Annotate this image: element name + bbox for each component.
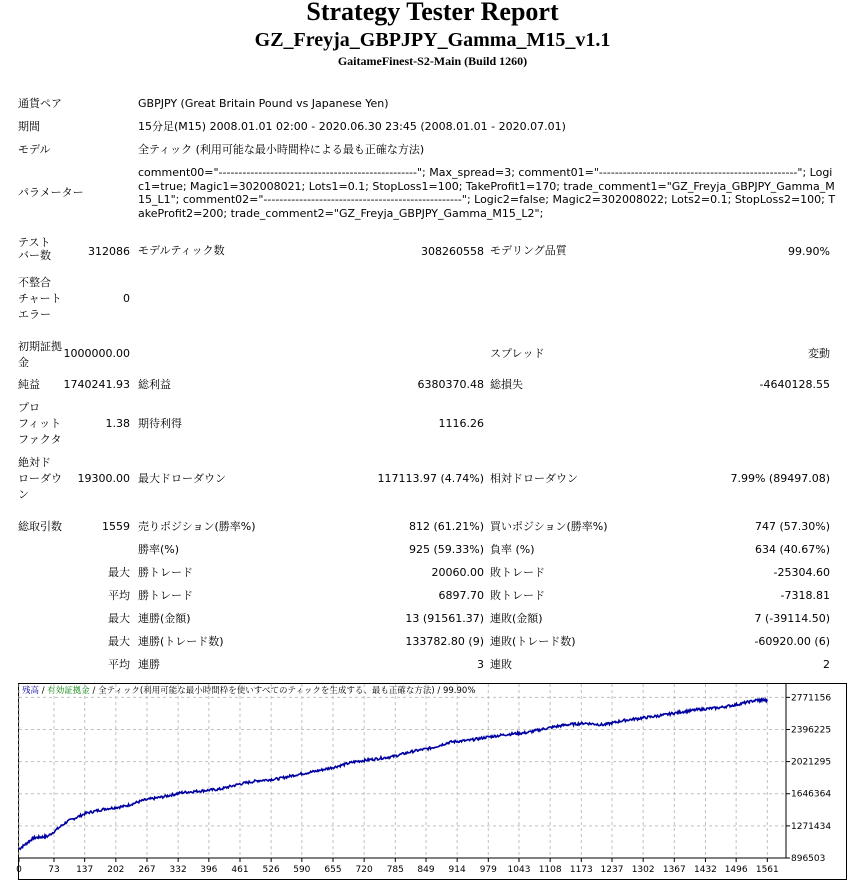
x-tick-label: 267 [138, 865, 156, 875]
profit-factor-value: 1.38 [105, 417, 130, 430]
bars-label: テスト バー数 [18, 236, 51, 262]
model-value: 全ティック (利用可能な最小時間枠による最も正確な方法) [138, 143, 425, 156]
gross-profit-label: 総利益 [138, 378, 171, 391]
avg-loss-value: -7318.81 [780, 589, 830, 602]
x-tick-label: 590 [293, 865, 311, 875]
ticks-value: 308260558 [421, 245, 484, 258]
max-cons-profit-value: 133782.80 (9) [405, 635, 484, 648]
avg-cons-wins-value: 3 [477, 658, 484, 671]
legend-balance: 残高 [22, 686, 40, 696]
x-tick-label: 1108 [538, 865, 562, 875]
x-tick-label: 202 [107, 865, 125, 875]
legend-model: 全ティック(利用可能な最小時間枠を使いすべてのティックを生成する、最も正確な方法) [98, 686, 435, 696]
profit-factor-label: プロ フィット ファクタ [18, 401, 62, 446]
max-cons-loss-amt-value: -60920.00 (6) [754, 635, 830, 648]
total-trades-label: 総取引数 [18, 520, 62, 533]
quality-value: 99.90% [788, 245, 830, 258]
legend-separator: / [39, 686, 48, 696]
short-positions-label: 売りポジション(勝率%) [138, 520, 256, 533]
avg-prefix-1: 平均 [108, 589, 130, 602]
x-tick-label: 73 [48, 865, 60, 875]
y-tick-label: 2021295 [791, 757, 832, 768]
max-drawdown-value: 117113.97 (4.74%) [377, 472, 484, 485]
y-tick-label: 2771156 [791, 693, 832, 704]
avg-win-label: 勝トレード [138, 589, 193, 602]
x-tick-label: 1043 [507, 865, 531, 875]
y-tick-label: 2396225 [791, 725, 832, 736]
net-value: 1740241.93 [63, 378, 130, 391]
abs-drawdown-value: 19300.00 [77, 472, 130, 485]
x-tick-label: 1561 [755, 865, 779, 875]
mismatch-value: 0 [123, 292, 130, 305]
server-name: GaitameFinest-S2-Main (Build 1260) [337, 54, 528, 68]
x-tick-label: 0 [16, 865, 22, 875]
ticks-label: モデルティック数 [138, 244, 225, 257]
gross-loss-label: 総損失 [490, 378, 523, 391]
max-prefix-3: 最大 [108, 635, 130, 648]
mismatch-label: 不整合 チャート エラー [18, 276, 62, 321]
deposit-value: 1000000.00 [63, 347, 130, 360]
y-tick-label: 1646364 [791, 789, 832, 800]
long-positions-label: 買いポジション(勝率%) [490, 520, 608, 533]
max-cons-losses-label: 連敗(金額) [490, 612, 543, 625]
largest-loss-label: 敗トレード [490, 566, 545, 579]
x-tick-label: 785 [386, 865, 404, 875]
abs-drawdown-label: 絶対ド ローダウ ン [18, 456, 62, 501]
legend-separator: / [434, 686, 443, 696]
max-drawdown-label: 最大ドローダウン [138, 472, 226, 485]
win-rate-value: 925 (59.33%) [408, 543, 484, 556]
expected-payoff-label: 期待利得 [138, 417, 182, 430]
short-positions-value: 812 (61.21%) [408, 520, 484, 533]
y-tick-label: 896503 [791, 854, 826, 864]
avg-prefix-2: 平均 [108, 658, 130, 671]
legend-quality: 99.90% [442, 686, 476, 696]
total-trades-value: 1559 [102, 520, 130, 533]
spread-value: 変動 [808, 347, 830, 360]
x-tick-label: 332 [169, 865, 187, 875]
loss-rate-label: 負率 (%) [490, 543, 535, 556]
x-tick-label: 655 [324, 865, 342, 875]
x-tick-label: 1367 [662, 865, 686, 875]
largest-loss-value: -25304.60 [773, 566, 830, 579]
avg-cons-losses-value: 2 [823, 658, 830, 671]
symbol-label: 通貨ペア [18, 97, 62, 110]
avg-cons-losses-label: 連敗 [490, 658, 512, 671]
y-tick-label: 1271434 [791, 821, 832, 832]
largest-win-value: 20060.00 [431, 566, 484, 579]
expected-payoff-value: 1116.26 [438, 417, 484, 430]
x-tick-label: 526 [262, 865, 280, 875]
x-tick-label: 914 [448, 865, 466, 875]
max-cons-profit-label: 連勝(トレード数) [138, 635, 224, 648]
chart-frame [19, 684, 847, 880]
balance-chart-svg [18, 683, 847, 880]
bars-value: 312086 [88, 245, 130, 258]
x-tick-label: 979 [479, 865, 497, 875]
spread-label: スプレッド [490, 347, 545, 360]
avg-win-value: 6897.70 [438, 589, 484, 602]
model-label: モデル [18, 143, 51, 156]
x-tick-label: 461 [231, 865, 249, 875]
period-label: 期間 [18, 120, 40, 133]
params-value: comment00="--------------------------------------------------"; Max_spread=3; comment01="--------------------------------------------------"; Logic1=true; Magic1=302008021; Lots1=0.1; StopLoss1=100; TakeProfit1=170; trade_comment1="GZ_Freyja_GBPJPY_Gamma_M15_L1"; comment02="--------------------------------------------------"; Logic2=false; Magic2=302008022; Lots2=0.1; StopLoss2=100; TakeProfit2=200; trade_comment2="GZ_Freyja_GBPJPY_Gamma_M15_L2"; [138, 166, 836, 220]
gross-profit-value: 6380370.48 [417, 378, 484, 391]
deposit-label: 初期証拠 金 [18, 340, 62, 369]
long-positions-value: 747 (57.30%) [754, 520, 830, 533]
chart-legend [22, 685, 475, 696]
report-title: Strategy Tester Report [306, 0, 559, 26]
avg-cons-wins-label: 連勝 [138, 658, 160, 671]
x-tick-label: 1432 [694, 865, 717, 875]
win-rate-label: 勝率(%) [138, 543, 180, 556]
max-prefix-2: 最大 [108, 612, 130, 625]
legend-separator: / [89, 686, 99, 696]
max-prefix-1: 最大 [108, 566, 130, 579]
x-tick-label: 720 [355, 865, 373, 875]
x-tick-label: 396 [200, 865, 218, 875]
x-tick-label: 849 [417, 865, 435, 875]
max-cons-loss-amt-label: 連敗(トレード数) [490, 635, 576, 648]
loss-rate-value: 634 (40.67%) [754, 543, 830, 556]
x-tick-label: 137 [76, 865, 94, 875]
x-tick-label: 1302 [631, 865, 655, 875]
max-cons-wins-value: 13 (91561.37) [405, 612, 484, 625]
x-tick-label: 1173 [569, 865, 593, 875]
max-cons-losses-value: 7 (-39114.50) [754, 612, 830, 625]
params-label: パラメーター [18, 186, 84, 199]
expert-name: GZ_Freyja_GBPJPY_Gamma_M15_v1.1 [254, 29, 611, 51]
rel-drawdown-value: 7.99% (89497.08) [730, 472, 830, 485]
balance-chart [18, 683, 847, 880]
largest-win-label: 勝トレード [138, 566, 193, 579]
symbol-value: GBPJPY (Great Britain Pound vs Japanese Yen) [138, 97, 389, 110]
net-label: 純益 [18, 378, 40, 391]
quality-label: モデリング品質 [490, 244, 567, 257]
rel-drawdown-label: 相対ドローダウン [490, 472, 578, 485]
legend-margin: 有効証拠金 [47, 686, 90, 696]
period-value: 15分足(M15) 2008.01.01 02:00 - 2020.06.30 23:45 (2008.01.01 - 2020.07.01) [138, 120, 566, 133]
max-cons-wins-label: 連勝(金額) [138, 612, 191, 625]
x-tick-label: 1496 [724, 865, 748, 875]
gross-loss-value: -4640128.55 [759, 378, 830, 391]
x-tick-label: 1237 [600, 865, 624, 875]
avg-loss-label: 敗トレード [490, 589, 545, 602]
